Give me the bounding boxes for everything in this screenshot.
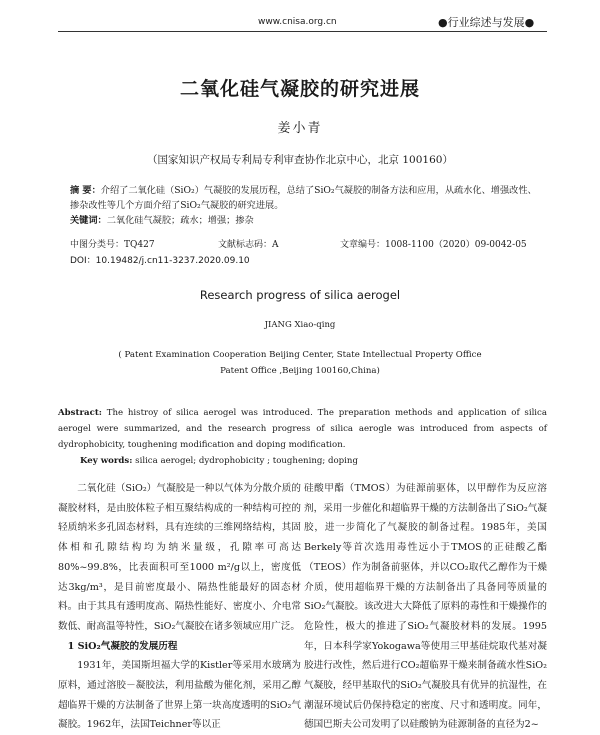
- header-divider: [58, 31, 547, 32]
- english-affiliation: ( Patent Examination Cooperation Beijing Center, State Intellectual Property Office Patent Office ,Beijing 100160,China): [118, 350, 482, 376]
- header-category: ●行业综述与发展●: [438, 16, 535, 29]
- paper-title: 二氧化硅气凝胶的研究进展: [179, 78, 420, 100]
- body-column-left: [58, 479, 301, 735]
- english-author: JIANG Xiao-qing: [264, 320, 336, 330]
- doi: DOI：10.19482/j.cn11-3237.2020.09.10: [70, 256, 250, 266]
- paper-affiliation: （国家知识产权局专利局专利审查协作北京中心，北京 100160）: [147, 154, 453, 166]
- body-paragraph: 硅酸甲酯（TMOS）为硅源前驱体，以甲醇作为反应溶剂，采用一步催化和超临界干燥的方法制备出了SiO₂气凝胶，进一步简化了气凝胶的制备过程。1985年，美国Berkely等首次选用毒性远小于TMOS的正硅酸乙酯（TEOS）作为制备前驱体，并以CO₂取代乙醇作为干燥介质，使用超临界干燥的方法制备出了具备同等质量的SiO₂气凝胶。该改进大大降低了原料的毒性和干燥操作的危险性，极大的推进了SiO₂气凝胶材料的发展。1995年，日本科学家Yokogawa等使用三甲基硅烷取代基对凝胶进行改性，然后进行CO₂超临界干燥来制备疏水性SiO₂气凝胶，经甲基取代的SiO₂气凝胶具有优异的抗湿性，在潮湿环境试后仍保持稳定的密度、尺寸和透明度。同年，德国巴斯夫公司发明了以硅酸钠为硅源制备的直径为2~: [304, 483, 547, 731]
- document-code: 文献标志码：A: [218, 240, 279, 250]
- header-url: www.cnisa.org.cn: [258, 17, 337, 27]
- abstract-cn-label: 摘 要：: [70, 185, 101, 196]
- abstract-cn-text: 介绍了二氧化硅（SiO₂）气凝胶的发展历程，总结了SiO₂气凝胶的制备方法和应用，从疏水化、增强改性、掺杂改性等几个方面介绍了SiO₂气凝胶的研究进展。: [70, 185, 537, 211]
- abstract-cn: [70, 183, 540, 213]
- english-abstract-label: Abstract:: [58, 408, 102, 418]
- article-number: 文章编号：1008-1100（2020）09-0042-05: [340, 240, 527, 250]
- body-paragraph: 二氧化硅（SiO₂）气凝胶是一种以气体为分散介质的凝胶材料，是由胶体粒子相互聚结构成的一种结构可控的轻质纳米多孔固态材料，具有连续的三维网络结构，其固体相和孔隙结构均为纳米量级，孔隙率可高达80%~99.8%，比表面积可至1000 m²/g以上，密度低达3kg/m³，是目前密度最小、隔热性能最好的固态材料。由于其具有透明度高、隔热性能好、密度小、介电常数低、耐高温等特性，SiO₂气凝胶在诸多领域应用广泛。: [58, 483, 301, 632]
- english-abstract-text: The histroy of silica aerogel was introduced. The preparation methods and application of silica aerogel were summarized, and the research progress of silica aerogle was introduced from aspects of dydrophobicity, toughening modification and doping modification.: [58, 408, 547, 450]
- paper-author: 姜小青: [277, 121, 323, 136]
- keywords-cn-text: 二氧化硅气凝胶；疏水；增强；掺杂: [106, 215, 254, 226]
- body-column-right: [304, 479, 547, 735]
- body-paragraph: 1931年，美国斯坦福大学的Kistler等采用水玻璃为原料，通过溶胶－凝胶法，利用盐酸为催化剂，采用乙醇超临界干燥的方法制备了世界上第一块高度透明的SiO₂气凝胶。1962年，法国Teichner等以正: [58, 660, 301, 731]
- english-title: Research progress of silica aerogel: [199, 288, 401, 302]
- section-heading: 1 SiO₂气凝胶的发展历程: [67, 640, 178, 652]
- keywords-cn-label: 关键词：: [70, 215, 107, 226]
- english-abstract-block: [58, 405, 547, 469]
- keywords-cn: [70, 213, 540, 228]
- english-keywords-text: silica aerogel; dydrophobicity ; toughening; doping: [135, 456, 358, 466]
- english-keywords-label: Key words:: [80, 456, 133, 466]
- english-abstract: [58, 405, 547, 453]
- abstract-block: [70, 183, 540, 228]
- english-keywords: [58, 453, 547, 469]
- clc-number: 中图分类号：TQ427: [70, 240, 155, 250]
